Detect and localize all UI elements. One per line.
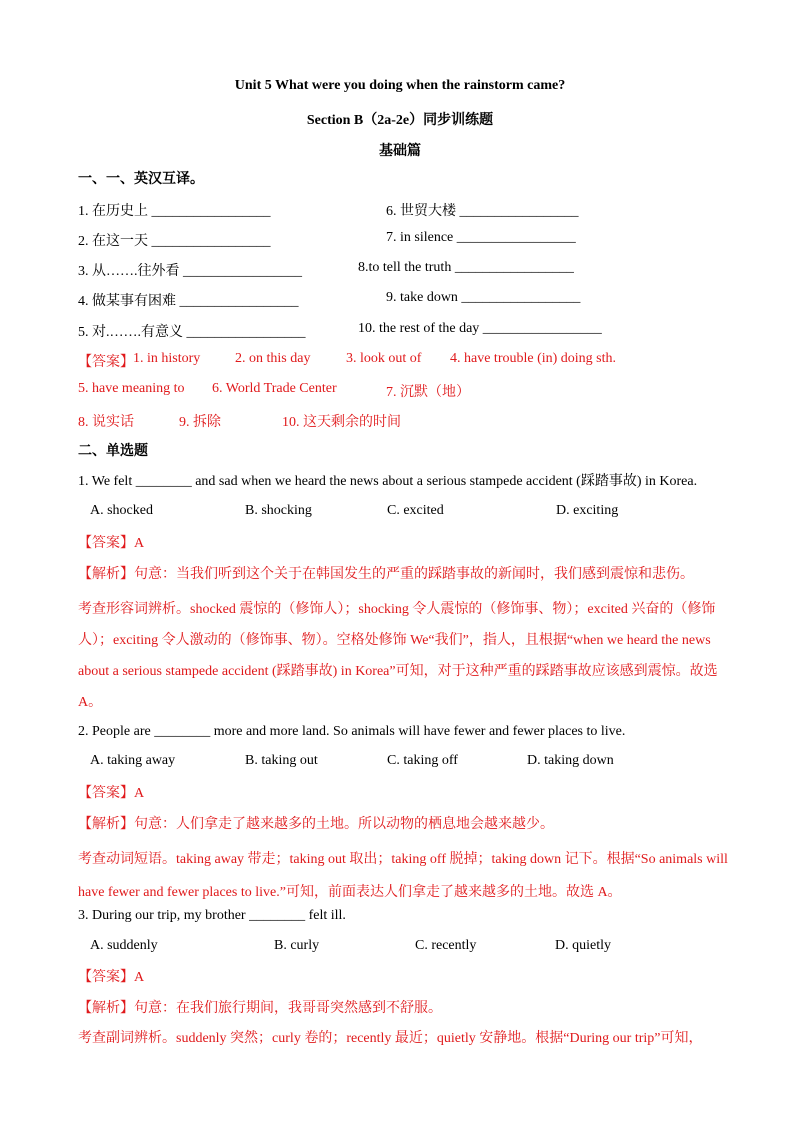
analysis-line: 考查副词辨析。suddenly 突然；curly 卷的；recently 最近；quietly 安静地。根据“During our trip”可知， [78,1031,703,1046]
analysis-line: 【解析】句意：当我们听到这个关于在韩国发生的严重的踩踏事故的新闻时，我们感到震惊和悲伤。 [78,567,694,582]
part2-heading: 二、单选题 [78,444,148,459]
answer-item: 3. look out of [346,351,422,366]
answer-item: 1. in history [133,351,201,366]
option: A. taking away [90,753,176,768]
question-stem: 2. People are ________ more and more land. So animals will have fewer and fewer places to live. [78,724,626,739]
answer-item: 2. on this day [235,351,311,366]
answer-line: 【答案】A [78,786,145,801]
translation-item: 9. take down _________________ [386,290,581,305]
option: D. taking down [527,753,614,768]
analysis-line: 【解析】句意：人们拿走了越来越多的土地。所以动物的栖息地会越来越少。 [78,817,554,832]
translation-item: 1. 在历史上 _________________ [78,204,271,219]
translation-item: 2. 在这一天 _________________ [78,234,271,249]
option: B. curly [274,938,320,953]
level-label: 基础篇 [379,144,421,159]
translation-item: 7. in silence _________________ [386,230,576,245]
answer-item: 9. 拆除 [179,415,221,430]
translation-item: 3. 从…….往外看 _________________ [78,264,302,279]
option: C. taking off [387,753,458,768]
option: B. shocking [245,503,312,518]
option: C. excited [387,503,444,518]
option: A. shocked [90,503,153,518]
answer-item: 5. have meaning to [78,381,185,396]
document-title: Unit 5 What were you doing when the rainstorm came? [234,78,566,93]
translation-item: 6. 世贸大楼 _________________ [386,204,579,219]
section-subtitle: Section B（2a-2e）同步训练题 [306,113,494,128]
answer-tag: 【答案】 [78,355,134,370]
question-stem: 3. During our trip, my brother ________ felt ill. [78,908,346,923]
answer-item: 8. 说实话 [78,415,134,430]
translation-item: 8.to tell the truth _________________ [358,260,574,275]
answer-item: 7. 沉默（地） [386,385,470,400]
option: C. recently [415,938,477,953]
option: D. exciting [556,503,619,518]
answer-item: 4. have trouble (in) doing sth. [450,351,617,366]
analysis-paragraph: 考查动词短语。taking away 带走；taking out 取出；taking off 脱掉；taking down 记下。根据“So animals will have fewer and fewer places to live.”可知，前面表达人们拿走了越来越多的土地。故选 A。 [78,852,728,900]
option: D. quietly [555,938,611,953]
answer-item: 10. 这天剩余的时间 [282,415,401,430]
analysis-line: 【解析】句意：在我们旅行期间，我哥哥突然感到不舒服。 [78,1001,442,1016]
translation-item: 5. 对.…….有意义 _________________ [78,325,306,340]
translation-item: 10. the rest of the day _________________ [358,321,602,336]
answer-line: 【答案】A [78,970,145,985]
option: A. suddenly [90,938,158,953]
option: B. taking out [245,753,318,768]
translation-item: 4. 做某事有困难 _________________ [78,294,299,309]
answer-line: 【答案】A [78,536,145,551]
analysis-paragraph: 考查形容词辨析。shocked 震惊的（修饰人）；shocking 令人震惊的（修饰事、物）；excited 兴奋的（修饰人）；exciting 令人激动的（修饰事、物）。空格处修饰 We“我们”，指人，且根据“when we heard the news about a serious stampede accident (踩踏事故) in Korea”可知，对于这种严重的踩踏事故应该感到震惊。故选 A。 [78,602,718,710]
answer-item: 6. World Trade Center [212,381,337,396]
part1-heading: 一、一、英汉互译。 [78,172,204,187]
question-stem: 1. We felt ________ and sad when we heard the news about a serious stampede accident (踩踏事故) in Korea. [78,474,698,489]
